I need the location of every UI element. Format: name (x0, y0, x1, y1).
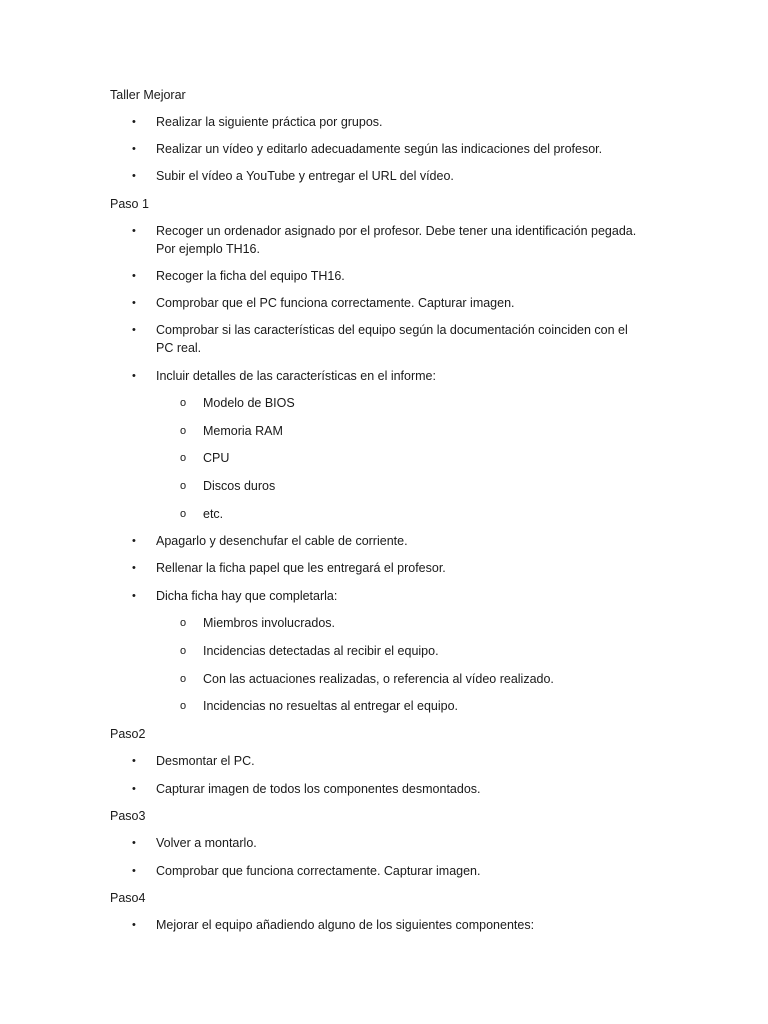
list-item-continuation: PC real. (156, 341, 202, 355)
list-item: Capturar imagen de todos los componentes desmontados. (156, 782, 481, 796)
bullet-icon: • (132, 116, 136, 128)
sub-list-item: Modelo de BIOS (203, 396, 295, 410)
bullet-icon: • (132, 297, 136, 309)
list-item: Recoger un ordenador asignado por el profesor. Debe tener una identificación pegada. (156, 224, 637, 238)
sub-list-item: Con las actuaciones realizadas, o referencia al vídeo realizado. (203, 672, 554, 686)
sub-list-item: Memoria RAM (203, 424, 283, 438)
list-item: Desmontar el PC. (156, 754, 255, 768)
list-item: Comprobar si las características del equipo según la documentación coinciden con el (156, 323, 628, 337)
list-item: Comprobar que funciona correctamente. Capturar imagen. (156, 864, 481, 878)
bullet-icon: • (132, 562, 136, 574)
bullet-icon: • (132, 919, 136, 931)
sub-bullet-icon: o (180, 397, 187, 409)
list-item: Subir el vídeo a YouTube y entregar el URL del vídeo. (156, 169, 454, 183)
sub-list-item: Discos duros (203, 479, 276, 493)
list-item: Recoger la ficha del equipo TH16. (156, 269, 345, 283)
list-item-continuation: Por ejemplo TH16. (156, 242, 260, 256)
sub-list-item: CPU (203, 451, 230, 465)
bullet-icon: • (132, 143, 136, 155)
list-item: Apagarlo y desenchufar el cable de corriente. (156, 534, 408, 548)
sub-bullet-icon: o (180, 425, 187, 437)
section-heading-paso3: Paso3 (110, 809, 146, 823)
bullet-icon: • (132, 225, 136, 237)
list-item: Realizar un vídeo y editarlo adecuadamente según las indicaciones del profesor. (156, 142, 603, 156)
sub-list-item: etc. (203, 507, 224, 521)
sub-bullet-icon: o (180, 673, 187, 685)
bullet-icon: • (132, 865, 136, 877)
bullet-icon: • (132, 535, 136, 547)
document-title: Taller Mejorar (110, 88, 186, 102)
sub-bullet-icon: o (180, 452, 187, 464)
sub-bullet-icon: o (180, 700, 187, 712)
sub-bullet-icon: o (180, 617, 187, 629)
sub-list-item: Incidencias detectadas al recibir el equipo. (203, 644, 439, 658)
bullet-icon: • (132, 783, 136, 795)
bullet-icon: • (132, 837, 136, 849)
section-heading-paso2: Paso2 (110, 727, 146, 741)
sub-list-item: Miembros involucrados. (203, 616, 335, 630)
list-item: Realizar la siguiente práctica por grupos. (156, 115, 383, 129)
list-item: Rellenar la ficha papel que les entregará el profesor. (156, 561, 446, 575)
bullet-icon: • (132, 170, 136, 182)
list-item: Incluir detalles de las características en el informe: (156, 369, 436, 383)
bullet-icon: • (132, 590, 136, 602)
bullet-icon: • (132, 324, 136, 336)
sub-bullet-icon: o (180, 480, 187, 492)
section-heading-paso4: Paso4 (110, 891, 146, 905)
bullet-icon: • (132, 370, 136, 382)
sub-bullet-icon: o (180, 508, 187, 520)
list-item: Volver a montarlo. (156, 836, 257, 850)
list-item: Mejorar el equipo añadiendo alguno de los siguientes componentes: (156, 918, 535, 932)
bullet-icon: • (132, 270, 136, 282)
list-item: Comprobar que el PC funciona correctamente. Capturar imagen. (156, 296, 515, 310)
list-item: Dicha ficha hay que completarla: (156, 589, 338, 603)
section-heading-paso1: Paso 1 (110, 197, 149, 211)
bullet-icon: • (132, 755, 136, 767)
sub-bullet-icon: o (180, 645, 187, 657)
sub-list-item: Incidencias no resueltas al entregar el equipo. (203, 699, 459, 713)
